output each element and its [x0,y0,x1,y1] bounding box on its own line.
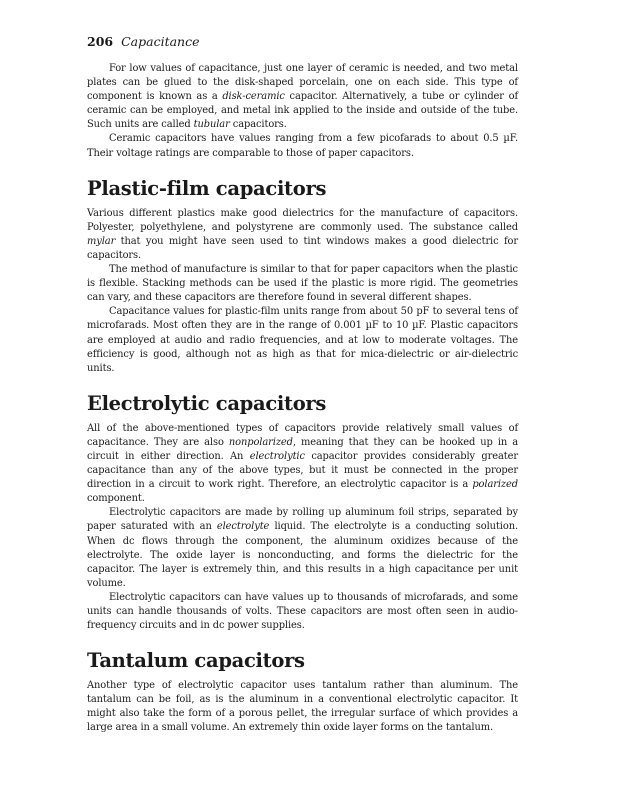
running-head [87,34,518,50]
electrolytic-paragraph-2: Electrolytic capacitors are made by rolling up aluminum foil strips, separated by paper saturated with an electrolyte liquid. The electrolyte is a conducting solution. When dc flows through the component, the aluminum oxidizes because of the electrolyte. The oxide layer is nonconducting, and forms the dielectric for the capacitor. The layer is extremely thin, and this results in a high capacitance per unit volume. [87,507,518,589]
section-heading-electrolytic: Electrolytic capacitors [87,391,327,415]
section-heading-plastic-film: Plastic-film capacitors [87,176,327,200]
book-page [87,34,518,736]
tantalum-paragraph-1: Another type of electrolytic capacitor uses tantalum rather than aluminum. The tantalum can be foil, as is the aluminum in a conventional electrolytic capacitor. It might also take the form of a porous pellet, the irregular surface of which provides a large area in a small volume. An extremely thin oxide layer forms on the tantalum. [87,680,518,734]
intro-paragraph-1: For low values of capacitance, just one layer of ceramic is needed, and two metal plates can be glued to the disk-shaped porcelain, one on each side. This type of component is known as a disk-ceramic capacitor. Alternatively, a tube or cylinder of ceramic can be employed, and metal ink applied to the inside and outside of the tube. Such units are called tubular capacitors. [87,63,518,131]
plastic-paragraph-1: Various different plastics make good dielectrics for the manufacture of capacitors. Polyester, polyethylene, and polystyrene are commonly used. The substance called mylar that you might have seen used to tint windows makes a good dielectric for capacitors. [87,207,518,261]
plastic-paragraph-2: The method of manufacture is similar to that for paper capacitors when the plastic is flexible. Stacking methods can be used if the plastic is more rigid. The geometries can vary, and these capacitors are therefore found in several different shapes. [87,264,518,304]
intro-paragraph-2: Ceramic capacitors have values ranging from a few picofarads to about 0.5 µF. Their voltage ratings are comparable to those of paper capacitors. [87,133,518,159]
page-number: 206 [87,34,114,49]
electrolytic-paragraph-3: Electrolytic capacitors can have values up to thousands of microfarads, and some units can handle thousands of volts. These capacitors are most often seen in audio-frequency circuits and in dc power supplies. [87,591,518,632]
electrolytic-paragraph-1: All of the above-mentioned types of capacitors provide relatively small values of capacitance. They are also nonpolarized, meaning that they can be hooked up in a circuit in either direction. An electrolytic capacitor provides considerably greater capacitance than any of the above types, but it must be connected in the proper direction in a circuit to work right. Therefore, an electrolytic capacitor is a polarized component. [87,422,519,505]
section-heading-tantalum: Tantalum capacitors [87,649,305,673]
chapter-title: Capacitance [121,34,200,49]
plastic-paragraph-3: Capacitance values for plastic-film units range from about 50 pF to several tens of microfarads. Most often they are in the range of 0.001 µF to 10 µF. Plastic capacitors are employed at audio and radio frequencies, and at low to moderate voltages. The efficiency is good, although not as high as that for mica-dielectric or air-dielectric units. [87,306,518,374]
